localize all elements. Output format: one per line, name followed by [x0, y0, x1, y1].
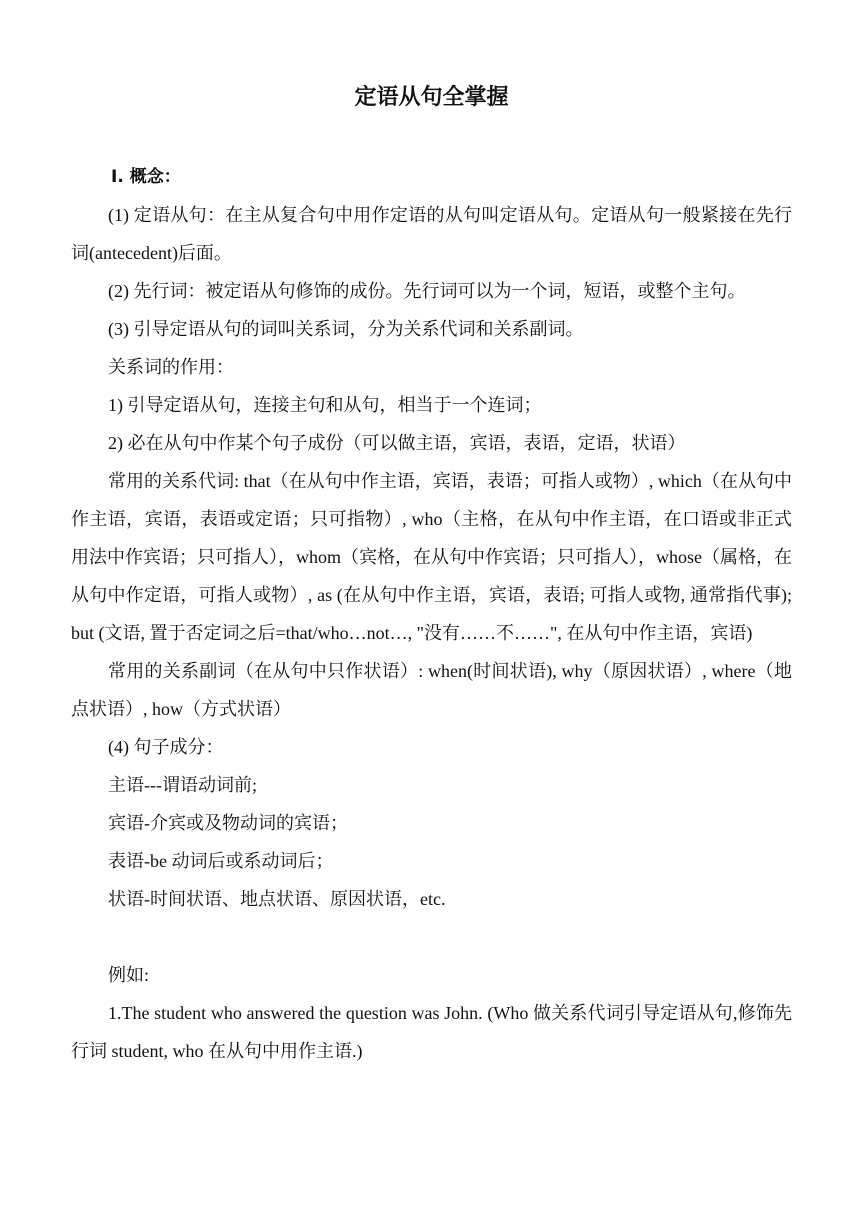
paragraph-object: 宾语-介宾或及物动词的宾语； — [108, 813, 348, 833]
paragraph-predicative: 表语-be 动词后或系动词后； — [108, 851, 334, 871]
paragraph-relative-words: (3) 引导定语从句的词叫关系词，分为关系代词和关系副词。 — [108, 319, 584, 339]
paragraph-function-2: 2) 必在从句中作某个句子成份（可以做主语，宾语，表语，定语，状语） — [108, 433, 686, 453]
paragraph-relative-pronouns: 常用的关系代词: that（在从句中作主语，宾语，表语；可指人或物）, which（在从句中作主语，宾语，表语或定语；只可指物）, who（主格，在从句中作主语，在口语或非正式用法中作宾语；只可指人），whom（宾格，在从句中作宾语；只可指人），whose（属格，在从句中作定语，可指人或物）, as (在从句中作主语，宾语，表语; 可指人或物, 通常指代事); but (文语, 置于否定词之后=that/who…not…, "没有……不……", 在从句中作主语，宾语) — [71, 471, 792, 643]
paragraph-function-heading: 关系词的作用： — [108, 357, 234, 377]
paragraph-subject: 主语---谓语动词前; — [108, 775, 257, 795]
examples-label: 例如: — [108, 965, 150, 985]
paragraph-definition: (1) 定语从句：在主从复合句中用作定语的从句叫定语从句。定语从句一般紧接在先行词(antecedent)后面。 — [71, 205, 792, 263]
document-title: 定语从句全掌握 — [354, 85, 509, 110]
paragraph-adverbial: 状语-时间状语、地点状语、原因状语，etc. — [108, 889, 446, 909]
example-1: 1.The student who answered the question was John. (Who 做关系代词引导定语从句,修饰先行词 student, who 在从句中用作主语.) — [71, 1003, 792, 1061]
section-heading-concept: Ⅰ. 概念： — [111, 167, 181, 187]
spacer — [71, 918, 792, 956]
paragraph-function-1: 1) 引导定语从句，连接主句和从句，相当于一个连词； — [108, 395, 542, 415]
paragraph-antecedent: (2) 先行词：被定语从句修饰的成份。先行词可以为一个词，短语，或整个主句。 — [108, 281, 746, 301]
paragraph-relative-adverbs: 常用的关系副词（在从句中只作状语）: when(时间状语), why（原因状语）, where（地点状语）, how（方式状语） — [71, 661, 792, 719]
paragraph-sentence-components: (4) 句子成分： — [108, 737, 224, 757]
